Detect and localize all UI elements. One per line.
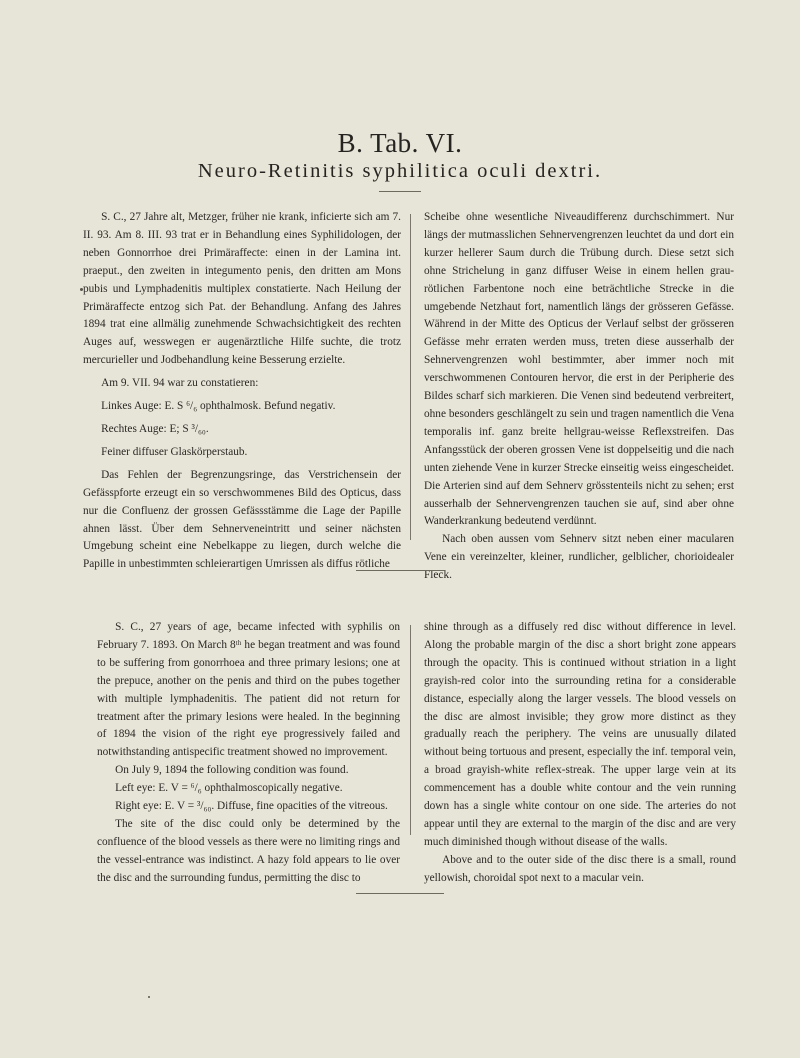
german-right-column xyxy=(424,209,734,585)
german-paragraph: Linkes Auge: E. S ⁶/₆ ophthalmosk. Befund negativ. xyxy=(101,400,336,413)
english-right-column xyxy=(424,619,736,888)
german-paragraph: Feiner diffuser Glaskörperstaub. xyxy=(101,445,248,458)
english-paragraph: S. C., 27 years of age, became infected with syphilis on February 7. 1893. On March 8ᵗʰ he began treatment and was found to be suffering from gonorrhoea and three primary lesions; one at the prepuce, another on the penis and third on the pubes together with multiple lymphadenitis. The patient did not return for treatment after the primary lesions were healed. In the beginning of 1894 the vision of the right eye progressively failed and notwithstanding antispecific treatment showed no improvement. xyxy=(97,621,400,759)
english-column-divider xyxy=(410,625,411,835)
german-paragraph: Nach oben aussen vom Sehnerv sitzt neben einer macularen Vene ein vereinzelter, kleiner, rundlicher, gelblicher, chorioidealer Fleck. xyxy=(424,533,734,582)
paper-speck xyxy=(80,288,83,291)
german-paragraph: S. C., 27 Jahre alt, Metzger, früher nie krank, inficierte sich am 7. II. 93. Am 8. III. 93 trat er in Behandlung eines Syphilidologen, der neben Gonnorrhoe drei Primäraffecte: einen in der Lamina int. praeput., den zweiten in integumento penis, den dritten am Mons pubis und Lymphadenitis multiplex constatierte. Nach Heilung der Primäraffecte entzog sich Pat. der Behandlung. Anfang des Jahres 1894 trat eine allmälig zunehmende Schwachsichtigkeit des rechten Auges auf, wesswegen er augenärztliche Hilfe suchte, die trotz mercurieller und Jodbehandlung keine Besserung erzielte. xyxy=(83,211,401,367)
german-left-column xyxy=(83,209,401,574)
english-paragraph: The site of the disc could only be determined by the confluence of the blood vessels as there were no limiting rings and the vessel-entrance was indistinct. A hazy fold appears to lie over the disc and the surrounding fundus, permitting the disc to xyxy=(97,817,400,884)
german-paragraph: Am 9. VII. 94 war zu constatieren: xyxy=(101,377,259,390)
german-paragraph: Das Fehlen der Begrenzungsringe, das Verstrichensein der Gefässpforte erzeugt ein so verschwommenes Bild des Opticus, dass nur die Confluenz der grossen Gefässstämme die Lage der Papille ahnen lässt. Über dem Sehnerveneintritt und seiner nächsten Umgebung scheint eine Nebelkappe zu liegen, durch welche die Papille in unbestimmten schleierartigen Umrissen als diffus rötliche xyxy=(83,468,401,571)
page-subtitle: Neuro-Retinitis syphilitica oculi dextri. xyxy=(197,160,603,182)
german-paragraph: Rechtes Auge: E; S ³/₆₀. xyxy=(101,422,209,435)
german-column-divider xyxy=(410,214,411,540)
english-paragraph: On July 9, 1894 the following condition was found. xyxy=(115,764,349,777)
german-paragraph: Scheibe ohne wesentliche Niveaudifferenz durchschimmert. Nur längs der mutmasslichen Sehnervengrenzen leuchtet da und dort ein kurzer hellerer Saum durch die Trübung durch. Diese setzt sich ohne Strichelung in ganz diffuser Weise in einem hellen grau-rötlichen Farbentone noch eine beträchtliche Strecke in die umgebende Netzhaut fort, namentlich längs der grösseren Gefässe. Während in der Mitte des Opticus der Verlauf selbst der grösseren Gefässe mehr erraten werden muss, treten diese ausserhalb der Sehnervengrenzen wohl bestimmter, aber immer noch mit verschwommenen Contouren hervor, die erst in der Peripherie des Bildes scharf sich markieren. Die Venen sind bedeutend verbreitert, ohne besonders geschlängelt zu sein und tragen namentlich die Vena temporalis inf. ganz breite hellgrau-weisse Reflexstreifen. Das Anfangsstück der oberen grossen Vene ist doppelseitig und die nach unten ziehende Vene in kurzer Strecke einseitig weiss eingescheidet. Die Arterien sind auf dem Sehnerv grösstenteils nicht zu sehen; erst ausserhalb der Sehnervengrenzen tauchen sie auf, sind aber ohne Wanderkrankung bedeutend verdünnt. xyxy=(424,211,734,528)
english-paragraph: Right eye: E. V = ³/₆₀. Diffuse, fine opacities of the vitreous. xyxy=(115,800,388,813)
end-divider xyxy=(356,893,444,894)
paper-speck xyxy=(148,996,150,998)
english-left-column xyxy=(97,619,400,888)
english-paragraph: shine through as a diffusely red disc without difference in level. Along the probable margin of the disc a short bright zone appears through the opacity. This is continued without striation in a light grayish-red color into the surrounding retina for a considerable distance, especially along the larger vessels. The blood vessels on the disc are almost invisible; they grow more distinct as they gradually reach the periphery. The veins are unusually dilated without being tortuous and present, especially the inf. temporal vein, a broad grayish-white reflex-streak. The upper large vein at its commencement has a double white contour and the vein running down has a single white contour on one side. The arteries do not appear until they are external to the margin of the disc and are very much diminished though without disease of the walls. xyxy=(424,621,736,848)
title-divider xyxy=(379,191,421,192)
section-divider xyxy=(356,570,444,571)
page-title: B. Tab. VI. xyxy=(337,128,463,158)
english-paragraph: Above and to the outer side of the disc there is a small, round yellowish, choroidal spot next to a macular vein. xyxy=(424,853,736,884)
english-paragraph: Left eye: E. V = ⁶/₆ ophthalmoscopically negative. xyxy=(115,782,343,795)
